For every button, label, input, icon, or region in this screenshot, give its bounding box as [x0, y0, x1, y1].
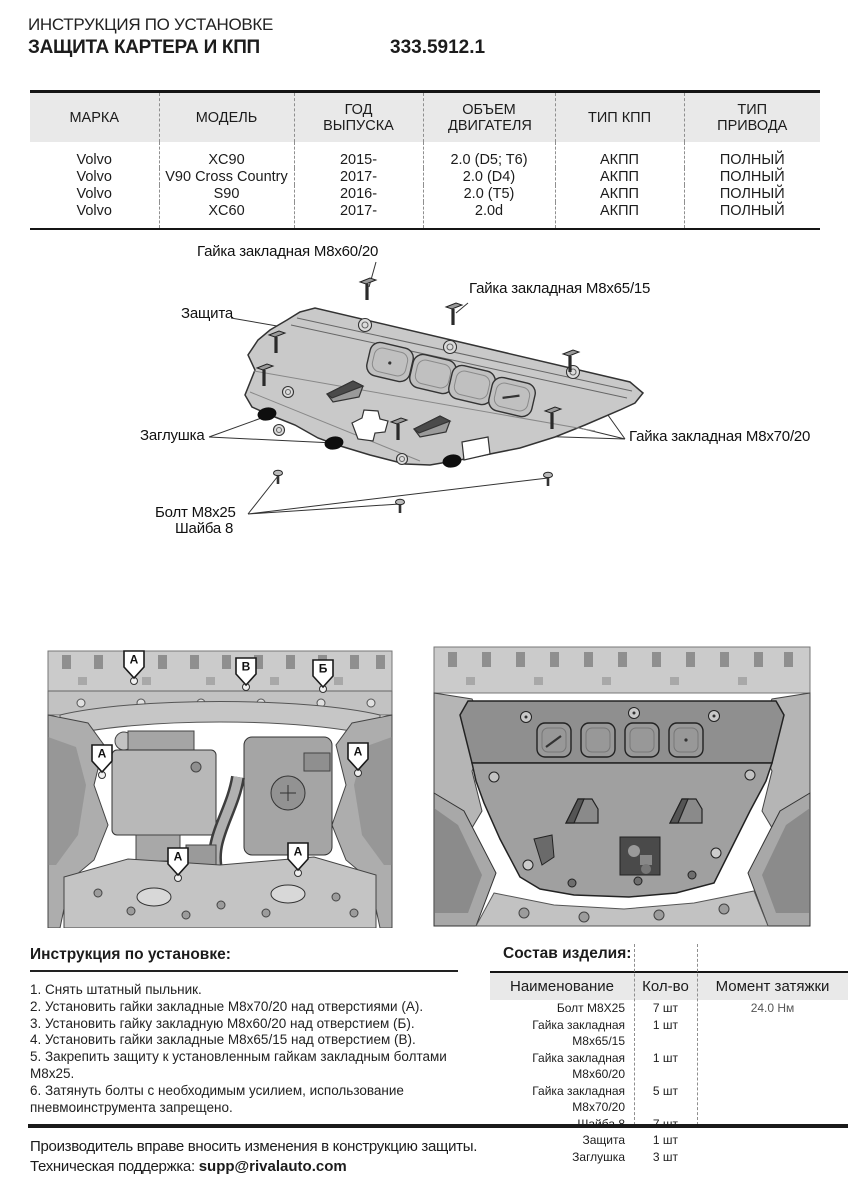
footer-support [30, 1158, 347, 1175]
table-cell: Volvo [30, 185, 159, 202]
table-cell: ПОЛНЫЙ [719, 185, 785, 202]
doc-title-line2: ЗАЩИТА КАРТЕРА И КПП [28, 37, 260, 58]
install-heading: Инструкция по установке: [30, 946, 231, 963]
svg-text:А: А [97, 746, 107, 761]
install-step: 1. Снять штатный пыльник. [30, 982, 202, 997]
footer-rule [28, 1124, 848, 1128]
label-bolt: Болт М8х25 [155, 504, 236, 521]
part-name: Гайка закладная М8х70/20 [532, 1083, 625, 1114]
label-nut-m8x70: Гайка закладная М8х70/20 [629, 428, 811, 445]
parts-row [490, 1149, 848, 1166]
table-cell: S90 [159, 185, 294, 202]
svg-text:А: А [293, 844, 303, 859]
part-qty: 1 шт [652, 1050, 679, 1065]
col-header-name: Наименование [510, 978, 614, 995]
column-separator-dashed [697, 944, 698, 1125]
table-cell: АКПП [555, 142, 684, 168]
part-qty: 5 шт [652, 1083, 679, 1098]
table-cell: АКПП [555, 168, 684, 185]
col-header-qty: Кол-во [642, 978, 689, 995]
install-steps [30, 982, 478, 1116]
table-cell: 2015- [294, 142, 423, 168]
svg-text:В: В [241, 659, 251, 674]
part-name: Болт М8Х25 [556, 1001, 625, 1015]
table-cell: Volvo [30, 202, 159, 229]
install-step: 3. Установить гайку закладную М8х60/20 над отверстием (Б). [30, 1015, 415, 1031]
transmission-block [244, 737, 332, 855]
install-step: 4. Установить гайки закладные М8х65/15 над отверстием (В). [30, 1032, 416, 1048]
svg-text:А: А [353, 744, 363, 759]
label-nut-m8x60: Гайка закладная М8х60/20 [197, 243, 379, 260]
col-header-brand: МАРКА [30, 92, 159, 143]
parts-row [490, 1050, 848, 1083]
floor-panel [48, 651, 392, 691]
svg-text:А: А [173, 849, 183, 864]
part-qty: 7 шт [652, 1001, 679, 1015]
part-name: Гайка закладная М8х65/15 [532, 1017, 625, 1048]
fitment-table [30, 90, 820, 230]
col-header-engine: ОБЪЕМ ДВИГАТЕЛЯ [423, 92, 555, 143]
table-cell: XC90 [159, 142, 294, 168]
table-cell: Volvo [30, 142, 159, 168]
col-header-model: МОДЕЛЬ [159, 92, 294, 143]
col-header-drive: ТИП ПРИВОДА [684, 92, 820, 143]
svg-text:Б: Б [318, 661, 328, 676]
parts-row [490, 1017, 848, 1050]
fitment-header-row [30, 92, 820, 143]
parts-heading: Состав изделия: [503, 945, 632, 962]
photo-underbody-holes [36, 645, 404, 928]
table-cell: 2.0 (D4) [423, 168, 555, 185]
label-plug: Заглушка [140, 427, 205, 444]
table-cell: 2016- [294, 185, 423, 202]
part-name: Заглушка [572, 1149, 625, 1164]
part-qty: 1 шт [652, 1133, 679, 1147]
install-step: 2. Установить гайки закладные М8х70/20 над отверстиями (А). [30, 998, 424, 1014]
parts-row [490, 1000, 848, 1017]
footer-disclaimer: Производитель вправе вносить изменения в конструкцию защиты. [30, 1138, 478, 1155]
table-cell: V90 Cross Country [159, 168, 294, 185]
svg-text:А: А [129, 652, 139, 667]
col-header-torque: Момент затяжки [715, 978, 830, 995]
install-heading-rule [30, 970, 458, 972]
column-separator-dashed [634, 944, 635, 1125]
table-cell: ПОЛНЫЙ [719, 202, 785, 219]
col-header-gearbox: ТИП КПП [555, 92, 684, 143]
part-qty: 1 шт [652, 1017, 679, 1032]
photo-shield-installed [424, 643, 820, 930]
table-cell: АКПП [555, 202, 684, 229]
table-cell: 2.0d [423, 202, 555, 229]
subframe-arch [60, 702, 380, 738]
label-nut-m8x65: Гайка закладная М8х65/15 [469, 280, 651, 297]
engine-block [112, 731, 216, 861]
parts-row [490, 1132, 848, 1149]
torque-value: 24.0 Нм [750, 1001, 795, 1015]
table-row [30, 168, 820, 185]
table-cell: 2017- [294, 168, 423, 185]
table-row [30, 185, 820, 202]
table-cell: ПОЛНЫЙ [719, 168, 785, 185]
support-email: supp@rivalauto.com [198, 1158, 347, 1175]
label-shield: Защита [181, 305, 233, 322]
bolts [274, 470, 553, 513]
table-cell: 2.0 (T5) [423, 185, 555, 202]
parts-table [490, 971, 848, 1165]
support-label: Техническая поддержка: [30, 1158, 195, 1175]
lower-subframe [64, 857, 376, 928]
table-cell: Volvo [30, 168, 159, 185]
installed-shield [460, 701, 784, 897]
table-cell: ПОЛНЫЙ [719, 151, 785, 168]
table-row [30, 202, 820, 229]
part-name: Защита [582, 1133, 625, 1147]
parts-header-row [490, 973, 848, 1000]
shield-center-opening [620, 837, 660, 875]
table-cell: АКПП [555, 185, 684, 202]
doc-title-line1: ИНСТРУКЦИЯ ПО УСТАНОВКЕ [28, 15, 274, 34]
part-qty: 3 шт [652, 1149, 679, 1164]
part-number: 333.5912.1 [390, 37, 486, 58]
label-washer: Шайба 8 [175, 520, 234, 537]
table-row [30, 142, 820, 168]
exhaust-pipe [215, 777, 238, 877]
install-step: 6. Затянуть болты с необходимым усилием, использование пневмоинструмента запрещено. [30, 1082, 404, 1115]
parts-row [490, 1083, 848, 1116]
table-cell: 2.0 (D5; T6) [423, 142, 555, 168]
floor-panel [434, 647, 810, 693]
part-name: Гайка закладная М8х60/20 [532, 1050, 625, 1081]
table-cell: XC60 [159, 202, 294, 229]
col-header-year: ГОД ВЫПУСКА [294, 92, 423, 143]
install-step: 5. Закрепить защиту к установленным гайкам закладным болтами М8х25. [30, 1049, 447, 1081]
table-cell: 2017- [294, 202, 423, 229]
